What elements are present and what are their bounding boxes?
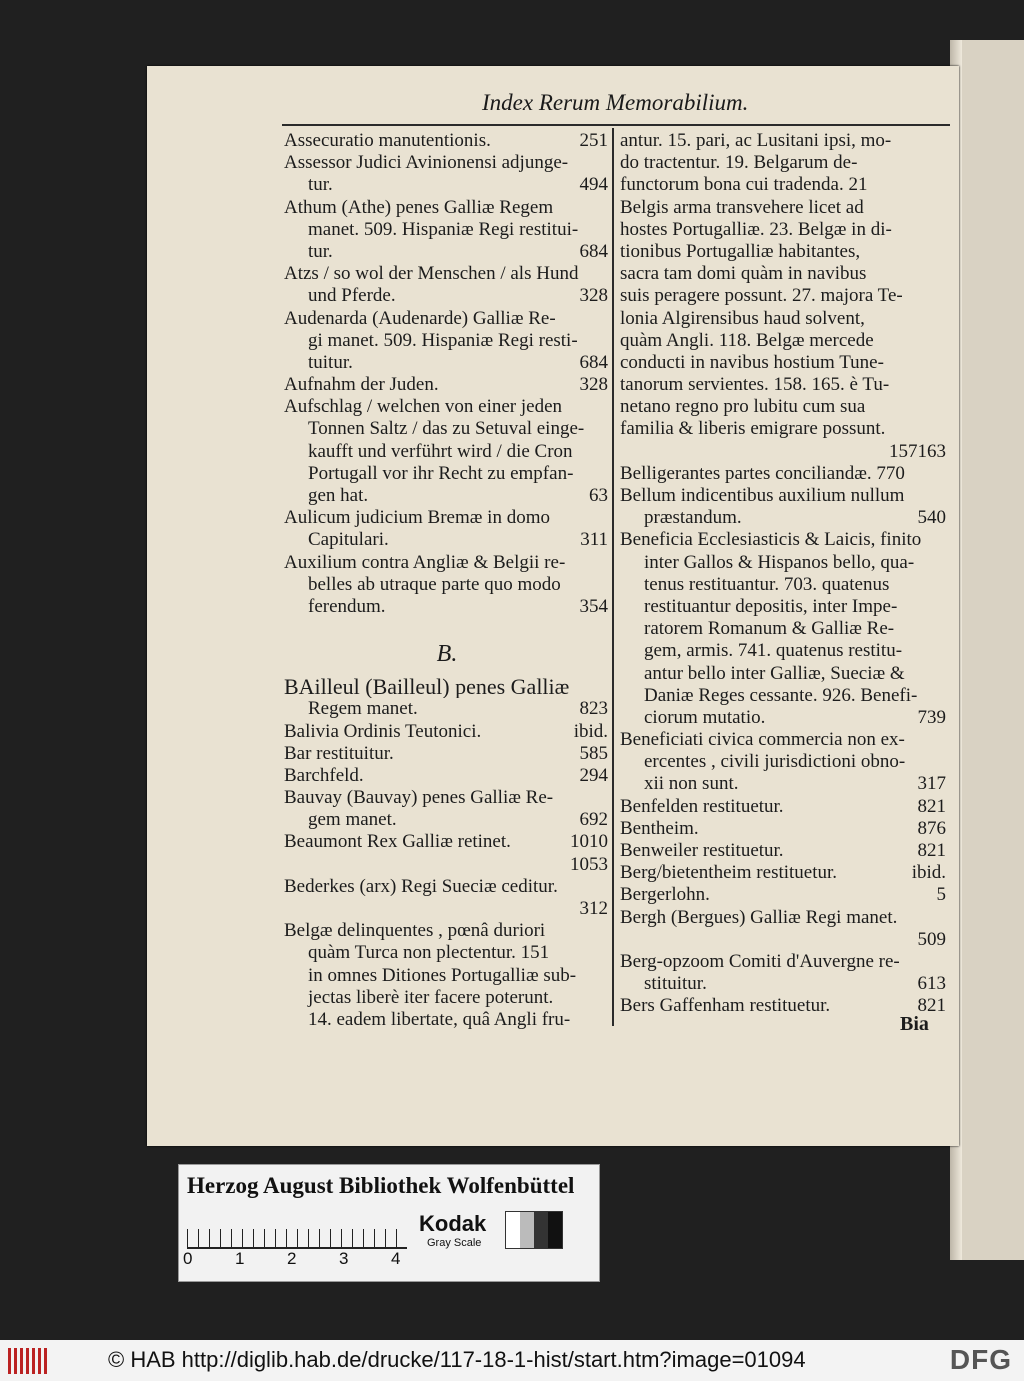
page-ref: 1053 — [570, 853, 608, 875]
entry-text: Benfelden restituetur. — [620, 795, 784, 817]
entry-text: Audenarda (Audenarde) Galliæ Re- — [284, 307, 556, 329]
index-line — [620, 818, 948, 840]
entry-text: gi manet. 509. Hispaniæ Regi resti- — [308, 329, 578, 351]
page-ref: 5 — [936, 884, 946, 906]
page-ref: 876 — [917, 817, 946, 839]
index-line — [284, 463, 610, 485]
entry-text: restituantur depositis, inter Impe- — [644, 595, 898, 617]
index-line — [620, 152, 948, 174]
index-line — [284, 898, 610, 920]
index-line — [620, 618, 948, 640]
entry-text: Portugall vor ihr Recht zu empfan- — [308, 462, 574, 484]
entry-text: Atzs / so wol der Menschen / als Hund — [284, 263, 579, 285]
column-divider — [612, 128, 614, 1026]
index-line — [284, 831, 610, 853]
index-line — [284, 920, 610, 942]
index-line — [284, 241, 610, 263]
entry-text: do tractentur. 19. Belgarum de- — [620, 152, 858, 174]
index-line — [284, 942, 610, 964]
kodak-logo: Kodak — [419, 1211, 487, 1236]
page-ref: 684 — [579, 351, 608, 373]
entry-text: Bederkes (arx) Regi Sueciæ ceditur. — [284, 875, 558, 897]
index-line — [620, 485, 948, 507]
scale-number: 4 — [391, 1249, 401, 1268]
index-line — [620, 330, 948, 352]
entry-text: Assecuratio manutentionis. — [284, 130, 491, 151]
entry-text: tanorum servientes. 158. 165. è Tu- — [620, 374, 890, 396]
page-ref: 684 — [579, 240, 608, 262]
index-column-left — [284, 130, 610, 1031]
page-ref: 63 — [589, 485, 608, 506]
index-line — [284, 174, 610, 196]
index-line — [620, 418, 948, 440]
catchword: Bia — [900, 1013, 929, 1035]
entry-text: ercentes , civili jurisdictioni obno- — [644, 751, 906, 773]
page-ref: 821 — [917, 840, 946, 861]
entry-text: præstandum. — [644, 507, 742, 529]
entry-text: tenus restituantur. 703. quatenus — [644, 573, 890, 595]
index-line — [284, 308, 610, 330]
index-line — [620, 308, 948, 330]
page-ref: 739 — [917, 706, 946, 728]
index-line — [620, 285, 948, 307]
entry-text: Capitulari. — [308, 529, 389, 551]
index-line — [620, 796, 948, 818]
index-column-right — [620, 130, 948, 1018]
index-line — [620, 751, 948, 773]
index-line — [284, 596, 610, 618]
index-line — [284, 374, 610, 396]
entry-text: Aufnahm der Juden. — [284, 374, 439, 396]
dfg-logo: DFG — [949, 1344, 1012, 1375]
index-line — [620, 884, 948, 906]
gray-swatch — [505, 1211, 563, 1249]
entry-text: quàm Turca non plectentur. 151 — [308, 942, 550, 964]
index-line — [284, 396, 610, 418]
entry-text: jectas liberè iter facere poterunt. — [308, 986, 554, 1008]
scale-number: 2 — [287, 1249, 297, 1268]
index-line — [284, 485, 610, 507]
entry-text: Belgæ delinquentes , pœnâ duriori — [284, 920, 546, 942]
index-line — [284, 965, 610, 987]
index-line — [284, 441, 610, 463]
index-line — [284, 352, 610, 374]
entry-text: belles ab utraque parte quo modo — [308, 573, 561, 595]
entry-text: Bar restituitur. — [284, 742, 394, 764]
index-line — [620, 263, 948, 285]
entry-text: Aufschlag / welchen von einer jeden — [284, 396, 563, 418]
index-line — [284, 854, 610, 876]
index-line — [284, 285, 610, 307]
page-ref: 821 — [917, 795, 946, 817]
entry-text: ciorum mutatio. — [644, 706, 766, 728]
page-ref: 312 — [579, 898, 608, 919]
page-ref: 821 — [917, 995, 946, 1017]
entry-text: Bauvay (Bauvay) penes Galliæ Re- — [284, 787, 554, 809]
entry-text: Beneficiati civica commercia non ex- — [620, 729, 905, 751]
entry-text: Belligerantes partes conciliandæ. 770 — [620, 462, 905, 484]
entry-text: gem manet. — [308, 809, 397, 831]
entry-text: hostes Portugalliæ. 23. Belgæ in di- — [620, 218, 892, 240]
entry-text: inter Gallos & Hispanos bello, qua- — [644, 551, 915, 573]
page-ref: 540 — [917, 507, 946, 529]
spacer — [284, 618, 610, 632]
library-label: Herzog August Bibliothek Wolfenbüttel — [187, 1173, 575, 1198]
entry-text: Barchfeld. — [284, 764, 364, 786]
index-line — [620, 729, 948, 751]
index-line — [284, 876, 610, 898]
entry-text: tionibus Portugalliæ habitantes, — [620, 240, 861, 262]
index-line — [620, 663, 948, 685]
header-rule — [282, 124, 950, 126]
entry-text: stituitur. — [644, 973, 707, 995]
index-line — [620, 197, 948, 219]
entry-text: Aulicum judicium Bremæ in domo — [284, 507, 550, 529]
entry-text: Auxilium contra Angliæ & Belgii re- — [284, 551, 566, 573]
section-letter: B. — [436, 641, 458, 668]
index-line — [284, 219, 610, 241]
entry-text: tur. — [308, 240, 333, 262]
entry-text: Benweiler restituetur. — [620, 840, 784, 861]
index-line — [284, 809, 610, 831]
entry-text: ferendum. — [308, 595, 386, 617]
page-ref: 328 — [579, 374, 608, 396]
entry-text: gem, armis. 741. quatenus restitu- — [644, 640, 903, 662]
index-line — [620, 596, 948, 618]
index-line — [284, 130, 610, 152]
index-line — [284, 1009, 610, 1031]
index-line — [620, 995, 948, 1017]
page-ref: 613 — [917, 973, 946, 995]
index-line — [284, 765, 610, 787]
entry-text: gen hat. — [308, 485, 369, 506]
entry-text: BAilleul (Bailleul) penes Galliæ — [284, 676, 570, 699]
index-line — [284, 743, 610, 765]
index-line — [284, 574, 610, 596]
index-line — [620, 463, 948, 485]
index-line — [284, 787, 610, 809]
index-line — [620, 574, 948, 596]
index-line — [284, 987, 610, 1009]
index-line — [620, 396, 948, 418]
index-line — [284, 152, 610, 174]
entry-text: Regem manet. — [308, 698, 418, 720]
index-line — [284, 676, 610, 698]
page-ref: 823 — [579, 698, 608, 720]
scale-number: 1 — [235, 1249, 245, 1268]
scale-number: 0 — [183, 1249, 193, 1268]
index-line — [620, 174, 948, 196]
entry-text: familia & liberis emigrare possunt. — [620, 418, 886, 440]
index-line — [620, 907, 948, 929]
page-ref: ibid. — [911, 862, 946, 884]
entry-text: suis peragere possunt. 27. majora Te- — [620, 285, 903, 307]
entry-text: antur bello inter Galliæ, Sueciæ & — [644, 662, 905, 684]
page-ref: 251 — [579, 130, 608, 151]
index-line — [620, 862, 948, 884]
barcode-icon — [8, 1348, 48, 1374]
index-line — [620, 973, 948, 995]
index-line — [620, 951, 948, 973]
entry-text: Belgis arma transvehere licet ad — [620, 196, 864, 218]
page-ref: 328 — [579, 285, 608, 307]
footer-url[interactable]: © HAB http://diglib.hab.de/drucke/117-18-1-hist/start.htm?image=01094 — [108, 1347, 806, 1372]
entry-text: und Pferde. — [308, 285, 396, 307]
index-line — [620, 529, 948, 551]
index-line — [620, 241, 948, 263]
page-ref: 157163 — [889, 440, 946, 462]
entry-text: quàm Angli. 118. Belgæ mercede — [620, 329, 874, 351]
entry-text: Berg/bietentheim restituetur. — [620, 862, 838, 884]
index-line — [284, 552, 610, 574]
entry-text: Beneficia Ecclesiasticis & Laicis, finito — [620, 529, 922, 551]
index-line — [284, 330, 610, 352]
entry-text: Balivia Ordinis Teutonici. — [284, 720, 482, 742]
entry-text: conducti in navibus hostium Tune- — [620, 351, 884, 373]
index-line — [284, 698, 610, 720]
entry-text: xii non sunt. — [644, 773, 739, 795]
entry-text: Assessor Judici Avinionensi adjunge- — [284, 152, 569, 174]
page-ref: 294 — [579, 764, 608, 786]
entry-text: Berg-opzoom Comiti d'Auvergne re- — [620, 950, 900, 972]
index-line — [620, 773, 948, 795]
facing-page-edge — [955, 40, 1024, 1260]
page-ref: 1010 — [570, 831, 608, 853]
entry-text: Bellum indicentibus auxilium nullum — [620, 485, 905, 506]
entry-text: 14. eadem libertate, quâ Angli fru- — [308, 1008, 571, 1030]
page-ref: ibid. — [573, 720, 608, 742]
entry-text: Bers Gaffenham restituetur. — [620, 995, 831, 1017]
entry-text: tuitur. — [308, 351, 353, 373]
color-chart — [178, 1164, 600, 1282]
index-line — [284, 263, 610, 285]
page-ref: 317 — [917, 773, 946, 795]
entry-text: antur. 15. pari, ac Lusitani ipsi, mo- — [620, 130, 892, 151]
index-line — [620, 840, 948, 862]
index-line — [620, 352, 948, 374]
entry-text: ratorem Romanum & Galliæ Re- — [644, 618, 895, 640]
entry-text: Bergh (Bergues) Galliæ Regi manet. — [620, 906, 898, 928]
page-ref: 311 — [580, 529, 608, 551]
page-ref: 692 — [579, 809, 608, 831]
index-line — [620, 219, 948, 241]
gray-scale-label: Gray Scale — [427, 1237, 482, 1249]
entry-text: Daniæ Reges cessante. 926. Benefi- — [644, 684, 918, 706]
index-line — [284, 418, 610, 440]
entry-text: netano regno pro lubitu cum sua — [620, 396, 866, 418]
index-line — [620, 640, 948, 662]
page-ref: 585 — [579, 742, 608, 764]
index-line — [620, 685, 948, 707]
page-ref: 509 — [917, 928, 946, 950]
index-line — [284, 197, 610, 219]
index-line — [284, 507, 610, 529]
index-line — [620, 552, 948, 574]
entry-text: Bentheim. — [620, 817, 699, 839]
scale-ruler — [187, 1213, 407, 1249]
entry-text: manet. 509. Hispaniæ Regi restitui- — [308, 218, 579, 240]
scale-number: 3 — [339, 1249, 349, 1268]
entry-text: Beaumont Rex Galliæ retinet. — [284, 831, 511, 853]
index-line — [620, 707, 948, 729]
entry-text: tur. — [308, 174, 333, 196]
index-line — [620, 130, 948, 152]
page-ref: 354 — [579, 595, 608, 617]
entry-text: sacra tam domi quàm in navibus — [620, 263, 867, 285]
index-line — [620, 507, 948, 529]
entry-text: lonia Algirensibus haud solvent, — [620, 307, 865, 329]
footer-bar — [0, 1340, 1024, 1381]
entry-text: Tonnen Saltz / das zu Setuval einge- — [308, 418, 585, 440]
index-line — [620, 374, 948, 396]
entry-text: in omnes Ditiones Portugalliæ sub- — [308, 964, 577, 986]
index-line — [284, 721, 610, 743]
index-line — [620, 929, 948, 951]
page-ref: 494 — [579, 174, 608, 196]
entry-text: functorum bona cui tradenda. 21 — [620, 174, 868, 196]
index-line — [284, 529, 610, 551]
entry-text: Athum (Athe) penes Galliæ Regem — [284, 196, 554, 218]
entry-text: kaufft und verführt wird / die Cron — [308, 440, 573, 462]
running-header: Index Rerum Memorabilium. — [482, 90, 749, 115]
entry-text: Bergerlohn. — [620, 884, 710, 906]
index-line — [620, 441, 948, 463]
